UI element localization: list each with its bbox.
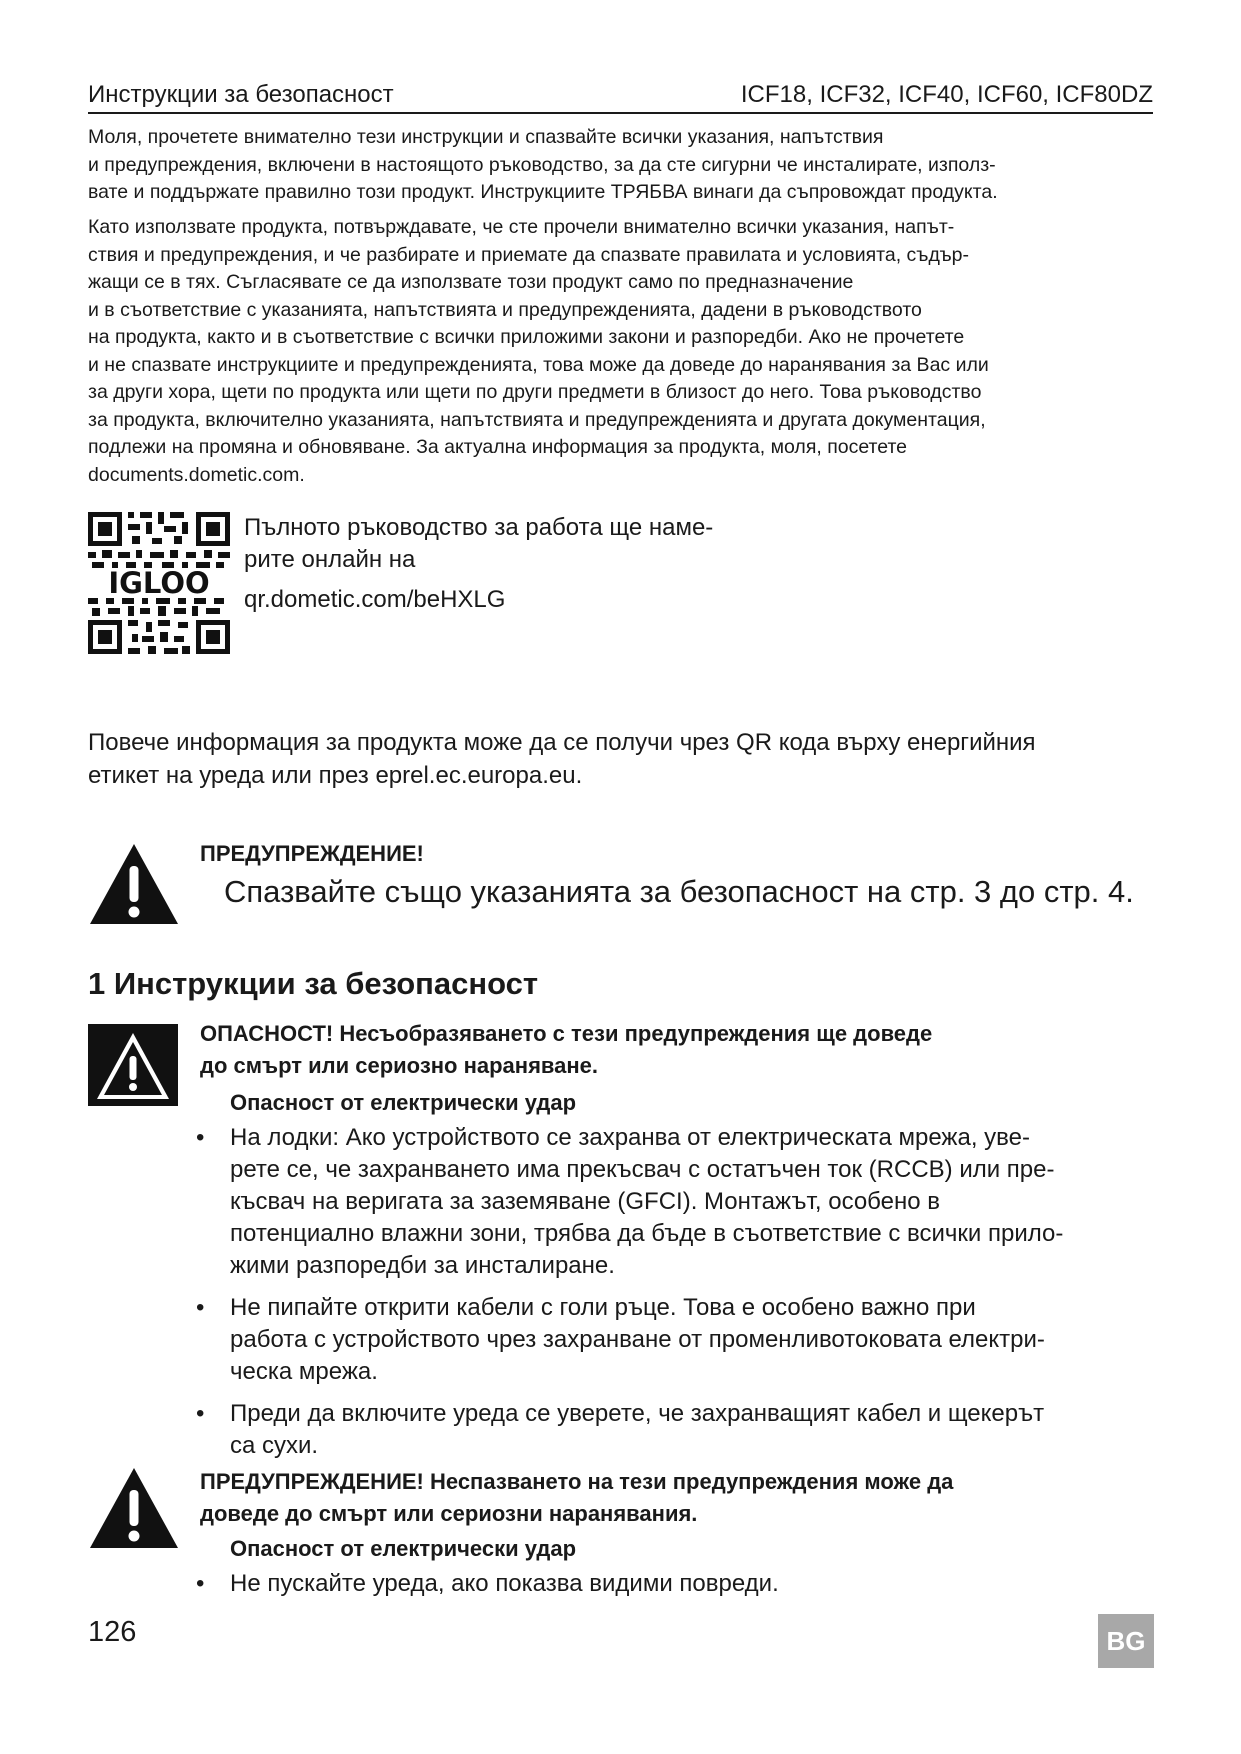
header-divider — [88, 112, 1153, 114]
bullet-line: потенциално влажни зони, трябва да бъде в съответствие с всички прило- — [230, 1220, 1064, 1247]
manual-online-line-1: Пълното ръководство за работа ще наме- — [244, 514, 714, 541]
list-item — [196, 1122, 1166, 1282]
intro-line: за други хора, щети по продукта или щети по други предмети в близост до него. Това ръководство — [88, 381, 982, 403]
warning-bullet-list — [196, 1568, 1166, 1610]
danger-title-line: до смърт или сериозно нараняване. — [200, 1053, 599, 1078]
energy-label-info — [88, 726, 1036, 792]
warning-subheading: Опасност от електрически удар — [230, 1536, 577, 1561]
bullet-line: • Не пипайте открити кабели с голи ръце. Това е особено важно при — [230, 1294, 976, 1321]
bullet-line: жими разпоредби за инсталиране. — [230, 1252, 615, 1279]
bullet-line: рете се, че захранването има прекъсвач с остатъчен ток (RCCB) или пре- — [230, 1156, 1055, 1183]
section-heading: 1 Инструкции за безопасност — [88, 966, 539, 1001]
intro-line: за продукта, включително указанията, напътствията и предупрежденията и другата документация, — [88, 408, 986, 431]
intro-line: Моля, прочетете внимателно тези инструкции и спазвайте всички указания, напътствия — [88, 126, 884, 148]
manual-online-line-2: рите онлайн на — [244, 546, 416, 573]
bullet-line: късвач на веригата за заземяване (GFCI). Монтажът, особено в — [230, 1188, 941, 1215]
danger-bullet-list — [196, 1122, 1166, 1472]
header-models: ICF18, ICF32, ICF40, ICF60, ICF80DZ — [740, 81, 1153, 108]
warning-text: Спазвайте също указанията за безопасност на стр. 3 до стр. 4. — [224, 874, 1134, 909]
warning-title-line: доведе до смърт или сериозни наранявания. — [200, 1501, 698, 1526]
intro-paragraph-1 — [88, 124, 1163, 207]
danger-title — [200, 1018, 932, 1082]
bullet-line: • На лодки: Ако устройството се захранва от електрическата мрежа, уве- — [230, 1124, 1030, 1151]
info-line: етикет на уреда или през eprel.ec.europa.eu. — [88, 762, 583, 789]
bullet-line: ческа мрежа. — [230, 1358, 378, 1385]
warning-title: ПРЕДУПРЕЖДЕНИЕ! — [200, 841, 424, 866]
warning-icon — [88, 1466, 180, 1550]
bullet-line: са сухи. — [230, 1432, 319, 1459]
qr-code[interactable] — [88, 512, 230, 654]
intro-line: documents.dometic.com. — [88, 463, 305, 486]
list-item — [196, 1568, 1166, 1600]
header-title: Инструкции за безопасност — [88, 81, 394, 108]
igloo-logo: IGLOO — [108, 566, 210, 600]
danger-icon — [88, 1024, 178, 1106]
bullet-line: • Не пускайте уреда, ако показва видими повреди. — [230, 1570, 779, 1597]
danger-title-line: ОПАСНОСТ! Несъобразяването с тези предупреждения ще доведе — [200, 1021, 933, 1046]
intro-line: подлежи на промяна и обновяване. За актуална информация за продукта, моля, посетете — [88, 436, 908, 458]
intro-paragraph-2 — [88, 214, 1163, 489]
intro-line: и не спазвате инструкциите и предупрежденията, това може да доведе до наранявания за Вас или — [88, 353, 989, 376]
intro-line: жащи се в тях. Съгласявате се да използвате този продукт само по предназначение — [88, 271, 854, 293]
danger-subheading: Опасност от електрически удар — [230, 1090, 577, 1115]
manual-url-link[interactable]: qr.dometic.com/beHXLG — [244, 586, 506, 613]
bullet-line: работа с устройството чрез захранване от променливотоковата електри- — [230, 1326, 1045, 1353]
warning-icon — [88, 842, 180, 926]
intro-line: и в съответствие с указанията, напътствията и предупрежденията, дадени в ръководството — [88, 298, 922, 321]
warning-title-line: ПРЕДУПРЕЖДЕНИЕ! Неспазването на тези предупреждения може да — [200, 1469, 954, 1494]
intro-line: и предупреждения, включени в настоящото ръководство, за да сте сигурни че инсталирате, използ- — [88, 153, 996, 176]
intro-line: Като използвате продукта, потвърждавате, че сте прочели внимателно всички указания, напът- — [88, 216, 955, 238]
intro-line: ствия и предупреждения, и че разбирате и приемате да спазвате правилата и условията, съдър- — [88, 243, 969, 266]
intro-line: вате и поддържате правилно този продукт. Инструкциите ТРЯБВА винаги да съпровождат продукта. — [88, 181, 998, 203]
list-item — [196, 1398, 1166, 1462]
intro-line: на продукта, както и в съответствие с всички приложими закони и разпоредби. Ако не прочетете — [88, 326, 965, 348]
language-badge: BG — [1098, 1614, 1154, 1668]
info-line: Повече информация за продукта може да се получи чрез QR кода върху енергийния — [88, 729, 1036, 756]
warning-title-block — [200, 1466, 953, 1530]
page-number: 126 — [88, 1616, 137, 1648]
bullet-line: • Преди да включите уреда се уверете, че захранващият кабел и щекерът — [230, 1400, 1045, 1427]
list-item — [196, 1292, 1166, 1388]
